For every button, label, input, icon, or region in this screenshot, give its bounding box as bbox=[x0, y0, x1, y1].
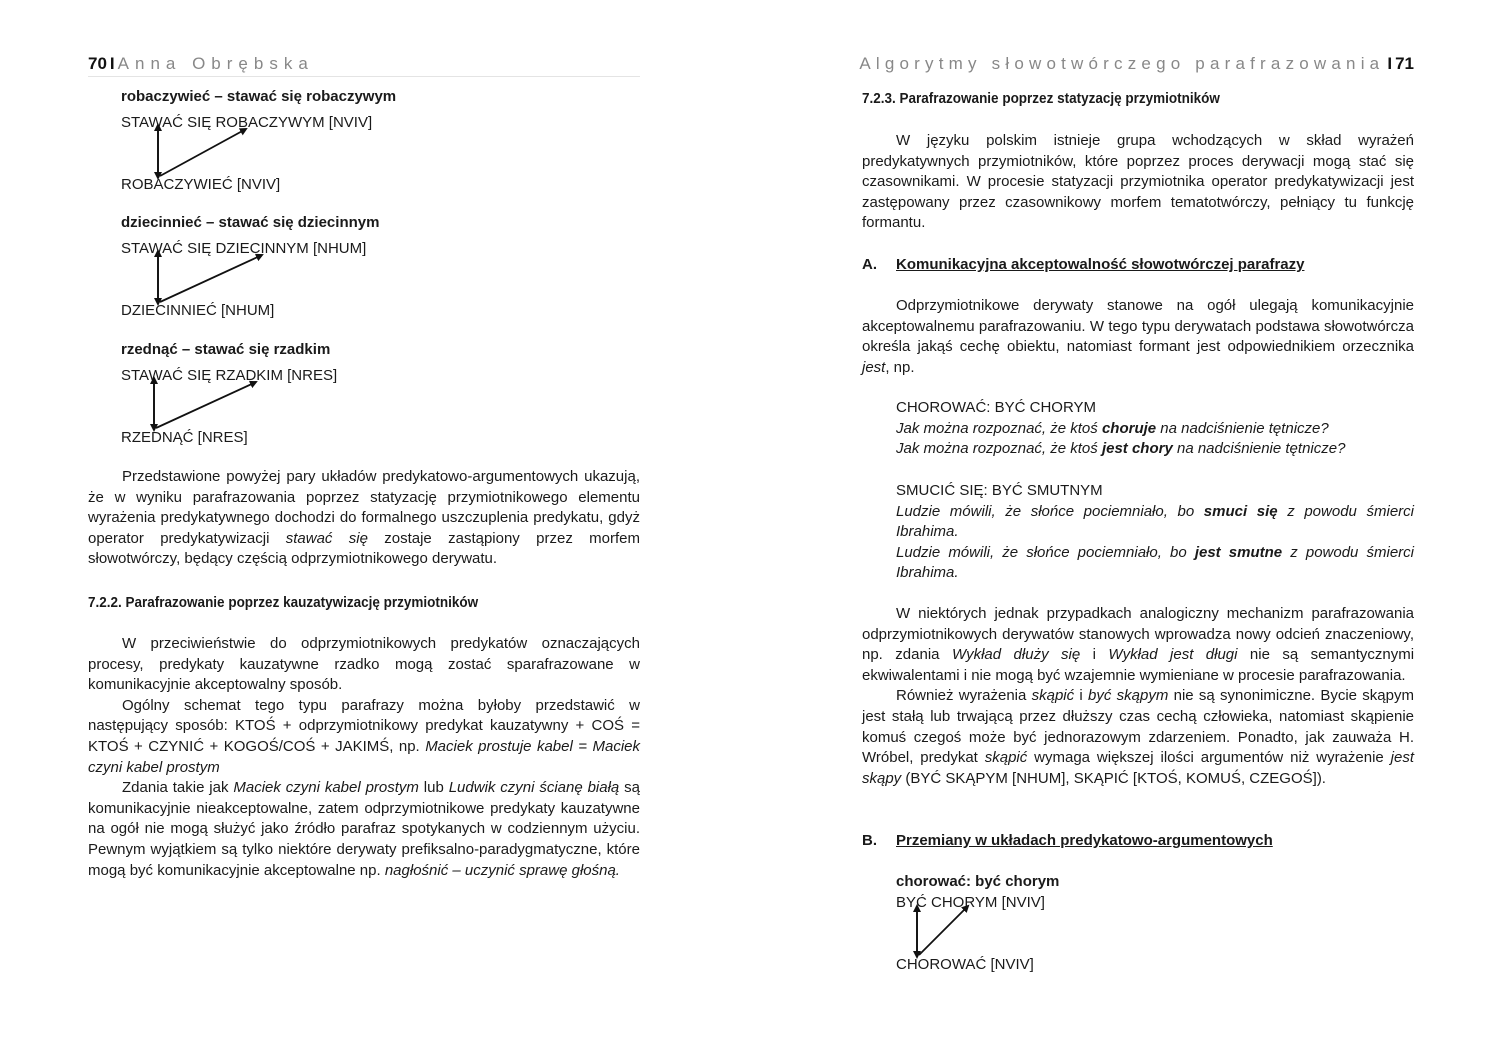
bold-run: jest chory bbox=[1101, 440, 1173, 458]
running-title: Anna Obrębska bbox=[117, 54, 314, 73]
example-sentence bbox=[896, 502, 1414, 543]
text-run: Ludzie mówili, że słońce pociemniało, bo bbox=[896, 502, 1204, 520]
text-run: są komunikacyjnie nieakceptowalne, zatem odprzymiotnikowe predykaty kauzatywne na ogół nie mogą służyć jako źródło parafraz spotykanych w codziennym użyciu. Pewnym wyjątkiem są tylko niektóre derywaty prefiksalno-paradygmatyczne, które mogą być komunikacyjnie akceptowalne np. bbox=[88, 779, 640, 879]
arrow-diagonal bbox=[160, 255, 262, 302]
text-run: Odprzymiotnikowe derywaty stanowe na ogół ulegają komunikacyjnie akceptowalnemu parafrazowaniu. W tego typu derywatach podstawa słowotwórcza określa jakąś cechę obiektu, natomiast formant jest odpowiednikiem orzecznika bbox=[862, 297, 1414, 356]
arrow-diagonal bbox=[160, 129, 246, 176]
header-separator: I bbox=[1387, 54, 1393, 73]
italic-run: skąpić bbox=[984, 749, 1028, 767]
body-paragraph bbox=[862, 686, 1414, 789]
text-run: zostaje zastąpiony przez morfem słowotwórczy, będący częścią odprzymiotnikowego derywatu. bbox=[88, 529, 640, 568]
schema-heading: robaczywieć – stawać się robaczywym bbox=[121, 88, 397, 105]
running-head-right bbox=[859, 54, 1414, 74]
italic-run: Wykład jest długi bbox=[1108, 646, 1238, 664]
example-label: CHOROWAĆ: BYĆ CHORYM bbox=[896, 399, 1097, 416]
running-head-left bbox=[88, 54, 314, 74]
body-text-block bbox=[862, 604, 1414, 789]
italic-run: Ludwik czyni ścianę białą bbox=[448, 779, 620, 797]
example-label: SMUCIĆ SIĘ: BYĆ SMUTNYM bbox=[896, 482, 1103, 499]
bold-run: choruje bbox=[1101, 419, 1157, 437]
subheading-letter: B. bbox=[862, 832, 877, 849]
text-run: Ogólny schemat tego typu parafrazy można byłoby przedstawić w następujący sposób: KTOŚ + odprzymiotnikowy predykat kauzatywny + COŚ = KTOŚ + CZYNIĆ + KOGOŚ/COŚ + JAKIMŚ, np. bbox=[88, 696, 640, 755]
example-sentence bbox=[896, 543, 1414, 584]
left-page bbox=[88, 0, 640, 1059]
schema-top-line: STAWAĆ SIĘ RZADKIM [NRES] bbox=[121, 367, 338, 384]
body-paragraph bbox=[862, 131, 1414, 234]
text-run: nie są semantycznymi ekwiwalentami i nie mogą być wzajemnie wymieniane w procesie parafrazowania. bbox=[862, 646, 1415, 684]
subheading-text: Komunikacyjna akceptowalność słowotwórczej parafrazy bbox=[896, 256, 1305, 273]
schema-top-line: STAWAĆ SIĘ ROBACZYWYM [NVIV] bbox=[121, 114, 373, 131]
page-number: 70 bbox=[88, 54, 107, 73]
schema-heading: rzednąć – stawać się rzadkim bbox=[121, 341, 331, 358]
italic-run: Wykład dłuży się bbox=[951, 646, 1081, 664]
body-paragraph bbox=[862, 296, 1414, 378]
italic-run: Maciek czyni kabel prostym bbox=[233, 779, 419, 797]
example-block bbox=[896, 398, 1414, 460]
running-title: Algorytmy słowotwórczego parafrazowania bbox=[859, 54, 1385, 73]
text-run: Jak można rozpoznać, że ktoś bbox=[896, 440, 1102, 458]
text-run: z powodu śmierci Ibrahima. bbox=[896, 502, 1414, 541]
italic-run: nagłośnić – uczynić sprawę głośną. bbox=[384, 861, 620, 879]
arrow-diagonal bbox=[919, 906, 968, 955]
italic-run: stawać się bbox=[285, 529, 368, 547]
schema-heading: chorować: być chorym bbox=[896, 873, 1060, 890]
text-run: na nadciśnienie tętnicze? bbox=[1172, 440, 1346, 458]
arrow-diagonal bbox=[156, 382, 256, 428]
example-sentence bbox=[896, 419, 1414, 440]
schema-top-line: BYĆ CHORYM [NVIV] bbox=[896, 894, 1045, 911]
text-run: Ludzie mówili, że słońce pociemniało, bo bbox=[896, 543, 1195, 561]
right-page bbox=[859, 0, 1415, 1059]
bold-run: smuci się bbox=[1203, 502, 1278, 520]
subheading-a bbox=[862, 256, 1304, 273]
text-run: lub bbox=[418, 779, 449, 797]
header-rule bbox=[88, 76, 640, 77]
italic-run: jest bbox=[862, 358, 886, 376]
schema-bottom-line: CHOROWAĆ [NVIV] bbox=[896, 956, 1034, 973]
subheading-b bbox=[862, 832, 1273, 849]
bold-run: jest smutne bbox=[1194, 543, 1283, 561]
page-number: 71 bbox=[1395, 54, 1414, 73]
body-paragraph bbox=[88, 696, 640, 778]
body-paragraph bbox=[862, 604, 1414, 686]
schema-bottom-line: RZEDNĄĆ [NRES] bbox=[121, 429, 248, 446]
text-run: , np. bbox=[885, 358, 915, 376]
text-run: wymaga większej ilości argumentów niż wyrażenie bbox=[1027, 749, 1391, 767]
text-run: Jak można rozpoznać, że ktoś bbox=[896, 419, 1102, 437]
italic-run: skąpić bbox=[1031, 687, 1075, 705]
text-run: i bbox=[1074, 687, 1089, 705]
schema-top-line: STAWAĆ SIĘ DZIECINNYM [NHUM] bbox=[121, 240, 367, 257]
text-run: W niektórych jednak przypadkach analogiczny mechanizm parafrazowania odprzymiotnikowych derywatów stanowych wprowadza nowy odcień znaczeniowy, np. zdania bbox=[862, 605, 1414, 664]
italic-run: jest skąpy bbox=[862, 749, 1414, 787]
text-run: na nadciśnienie tętnicze? bbox=[1156, 419, 1329, 437]
text-run: z powodu śmierci Ibrahima. bbox=[896, 543, 1415, 582]
text-run: Również wyrażenia bbox=[896, 687, 1032, 705]
example-block bbox=[896, 481, 1414, 584]
schema-bottom-line: DZIECINNIEĆ [NHUM] bbox=[121, 302, 275, 319]
text-run: Zdania takie jak bbox=[122, 779, 234, 797]
body-paragraph: W przeciwieństwie do odprzymiotnikowych predykatów oznaczających procesy, predykaty kauzatywne rzadko mogą zostać sparafrazowane w komunikacyjnie akceptowalny sposób. bbox=[88, 635, 640, 694]
section-heading: 7.2.3. Parafrazowanie poprzez statyzację przymiotników bbox=[862, 90, 1220, 107]
subheading-letter: A. bbox=[862, 256, 877, 273]
italic-run: być skąpym bbox=[1088, 687, 1169, 705]
text-run: (BYĆ SKĄPYM [NHUM], SKĄPIĆ [KTOŚ, KOMUŚ, CZEGOŚ]). bbox=[901, 769, 1326, 787]
schema-bottom-line: ROBACZYWIEĆ [NVIV] bbox=[121, 176, 281, 193]
body-text-block bbox=[88, 634, 640, 881]
text-run: nie są synonimiczne. Bycie skąpym jest stałą lub trwającą przez dłuższy czas cechą człowieka, natomiast skąpienie komuś czegoś może być jednorazowym zdarzeniem. Ponadto, jak zauważa H. Wróbel, predykat bbox=[862, 687, 1414, 767]
section-heading: 7.2.2. Parafrazowanie poprzez kauzatywizację przymiotników bbox=[88, 594, 479, 611]
body-paragraph bbox=[88, 467, 640, 570]
header-separator: I bbox=[109, 54, 115, 73]
text-run: Przedstawione powyżej pary układów predykatowo-argumentowych ukazują, że w wyniku parafrazowania poprzez statyzację przymiotnikowego elementu wyrażenia predykatywnego dochodzi do formalnego uszczuplenia predykatu, gdyż operator predykatywizacji bbox=[88, 468, 640, 547]
text-run: i bbox=[1080, 646, 1109, 664]
schema-heading: dziecinnieć – stawać się dziecinnym bbox=[121, 214, 380, 231]
subheading-text: Przemiany w układach predykatowo-argumentowych bbox=[896, 832, 1273, 849]
italic-run: Maciek prostuje kabel = Maciek czyni kabel prostym bbox=[88, 737, 641, 776]
body-paragraph bbox=[88, 778, 640, 881]
example-sentence bbox=[896, 439, 1414, 460]
body-text: W języku polskim istnieje grupa wchodzących w skład wyrażeń predykatywnych przymiotników, które poprzez proces derywacji mogą stać się czasownikami. W procesie statyzacji przymiotnika operator predykatywizacji jest zastępowany przez czasownikowy morfem tematotwórczy, pełniący tu funkcję formantu. bbox=[862, 132, 1414, 232]
